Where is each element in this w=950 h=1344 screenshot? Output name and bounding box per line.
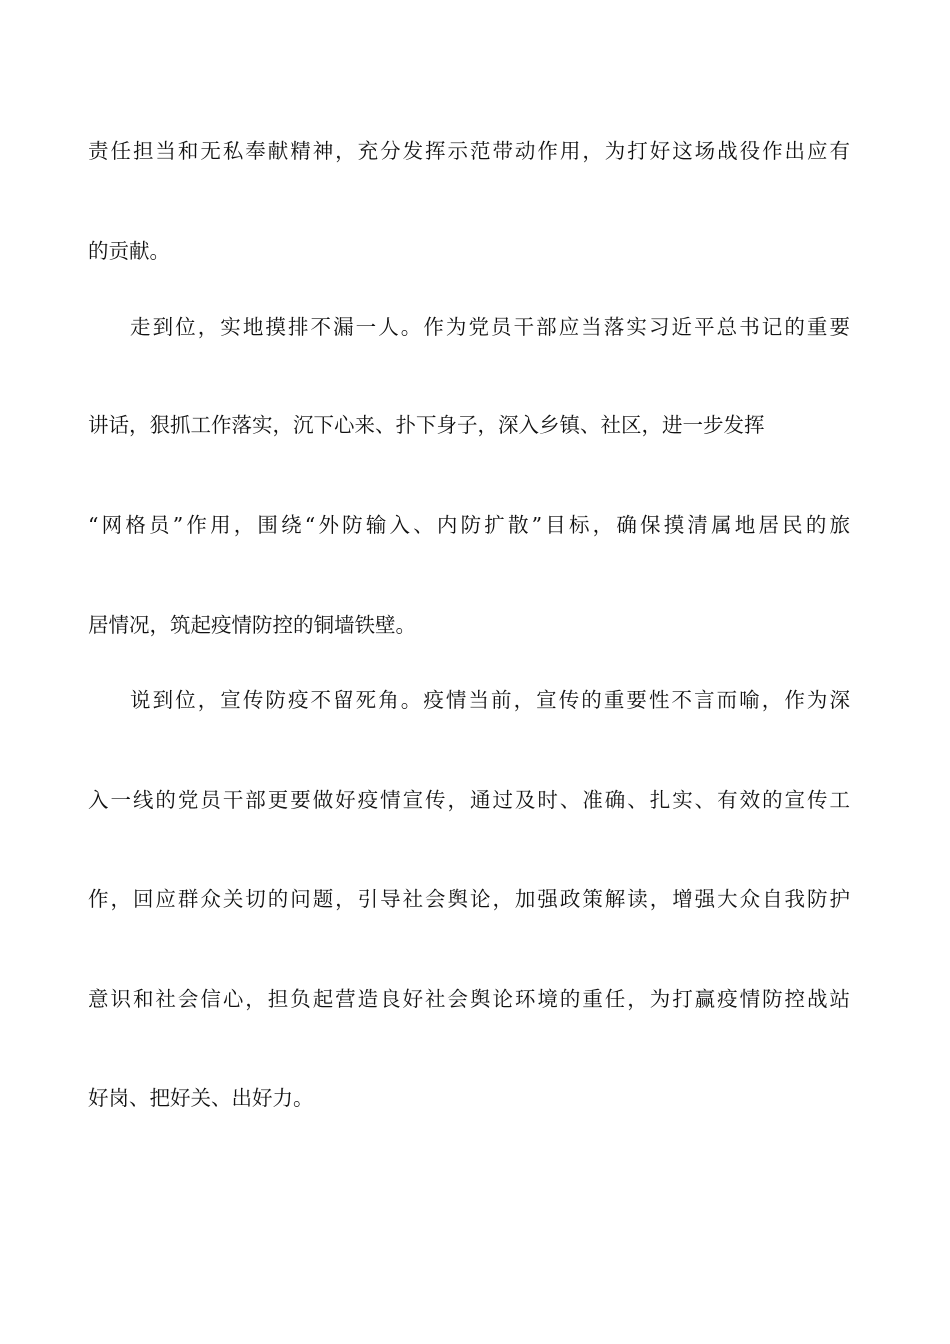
text-line: 入一线的党员干部更要做好疫情宣传，通过及时、准确、扎实、有效的宣传工 [88,788,850,812]
text-line: 讲话，狠抓工作落实，沉下心来、扑下身子，深入乡镇、社区，进一步发挥 [88,413,765,437]
text-line: 的贡献。 [88,239,170,263]
text-line: 作，回应群众关切的问题，引导社会舆论，加强政策解读，增强大众自我防护 [88,887,850,911]
paragraph-first-line: 走到位，实地摸排不漏一人。作为党员干部应当落实习近平总书记的重要 [130,315,850,339]
paragraph-first-line: 说到位，宣传防疫不留死角。疫情当前，宣传的重要性不言而喻，作为深 [130,688,850,712]
text-line: “网格员”作用，围绕“外防输入、内防扩散”目标，确保摸清属地居民的旅 [88,513,850,537]
text-line: 责任担当和无私奉献精神，充分发挥示范带动作用，为打好这场战役作出应有 [88,139,850,163]
text-line: 居情况，筑起疫情防控的铜墙铁壁。 [88,613,416,637]
text-line: 好岗、把好关、出好力。 [88,1086,314,1110]
text-line: 意识和社会信心，担负起营造良好社会舆论环境的重任，为打赢疫情防控战站 [88,987,850,1011]
